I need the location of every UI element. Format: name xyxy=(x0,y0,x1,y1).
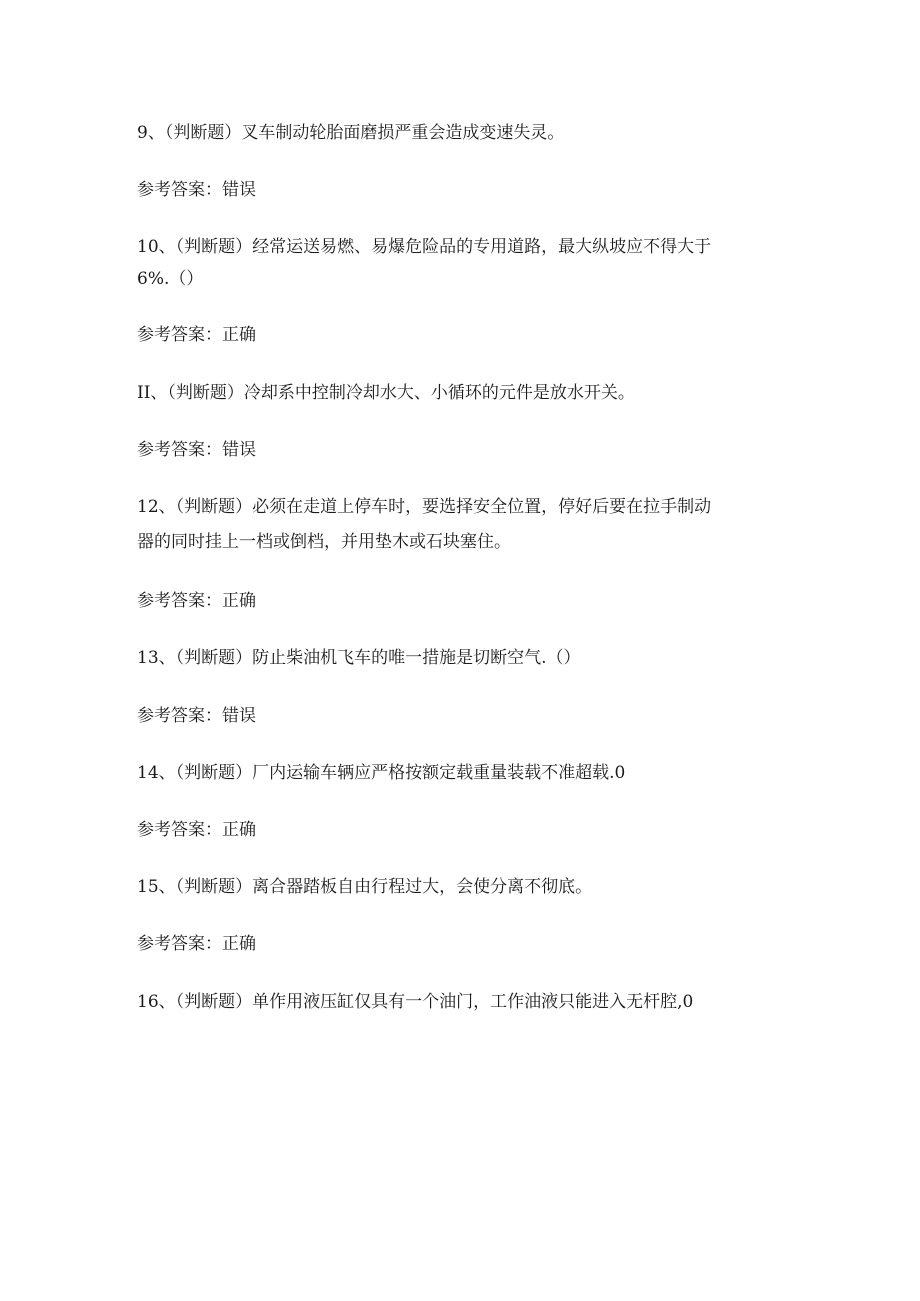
answer-15: 参考答案：正确 xyxy=(137,934,256,954)
question-14: 14、（判断题）厂内运输车辆应严格按额定载重量装载不准超载.0 xyxy=(137,763,626,783)
answer-10: 参考答案：正确 xyxy=(137,325,256,345)
question-12-line1: 12、（判断题）必须在走道上停车时，要选择安全位置，停好后要在拉手制动 xyxy=(137,497,712,517)
question-10-line2: 6%.（） xyxy=(137,269,204,289)
question-10-line1: 10、（判断题）经常运送易燃、易爆危险品的专用道路，最大纵坡应不得大于 xyxy=(137,237,712,257)
question-16: 16、（判断题）单作用液压缸仅具有一个油门，工作油液只能进入无杆腔,0 xyxy=(137,992,694,1012)
answer-14: 参考答案：正确 xyxy=(137,820,256,840)
question-9: 9、（判断题）叉车制动轮胎面磨损严重会造成变速失灵。 xyxy=(137,123,565,143)
answer-9: 参考答案：错误 xyxy=(137,180,256,200)
answer-11: 参考答案：错误 xyxy=(137,440,256,460)
answer-12: 参考答案：正确 xyxy=(137,591,256,611)
question-15: 15、（判断题）离合器踏板自由行程过大，会使分离不彻底。 xyxy=(137,877,593,897)
question-13: 13、（判断题）防止柴油机飞车的唯一措施是切断空气.（） xyxy=(137,648,581,668)
question-11: II、（判断题）冷却系中控制冷却水大、小循环的元件是放水开关。 xyxy=(137,383,635,403)
question-12-line2: 器的同时挂上一档或倒档，并用垫木或石块塞住。 xyxy=(137,532,511,552)
answer-13: 参考答案：错误 xyxy=(137,706,256,726)
